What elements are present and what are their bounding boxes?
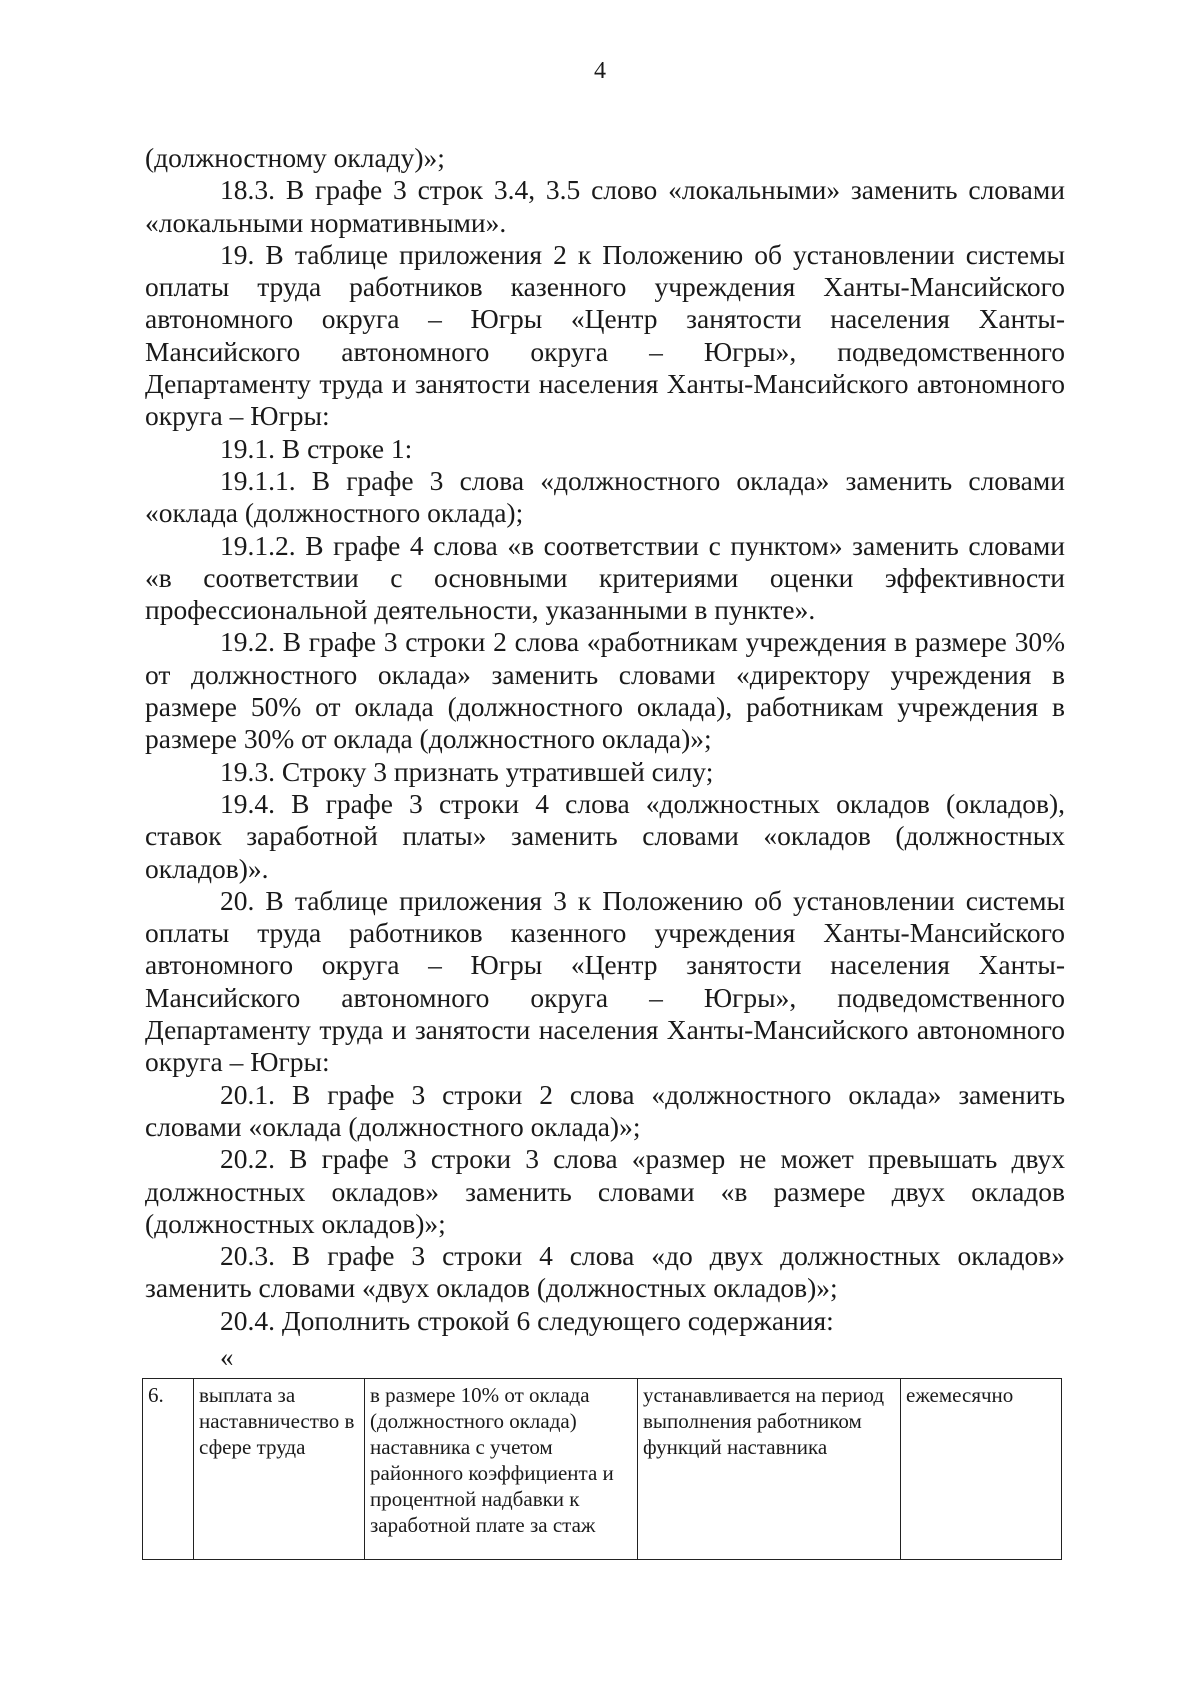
- table-row: [143, 1379, 1062, 1560]
- paragraph-20-4: 20.4. Дополнить строкой 6 следующего содержания:: [220, 1304, 834, 1336]
- paragraph-20-3: 20.3. В графе 3 строки 4 слова «до двух должностных окладов» заменить словами «двух окладов (должностных окладов)»;: [145, 1240, 1065, 1304]
- table-cell-number: 6.: [143, 1379, 194, 1560]
- paragraph-19-2: 19.2. В графе 3 строки 2 слова «работникам учреждения в размере 30% от должностного оклада» заменить словами «директору учреждения в размере 50% от оклада (должностного оклада), работникам учреждения в размере 30% от оклада (должностного оклада)»;: [145, 626, 1065, 755]
- table-cell-payment-size: в размере 10% от оклада (должностного оклада) наставника с учетом районного коэффициента и процентной надбавки к заработной плате за стаж: [365, 1379, 638, 1560]
- opening-quote-mark: «: [220, 1342, 234, 1372]
- paragraph-19-1: 19.1. В строке 1:: [220, 432, 413, 464]
- inserted-table: [142, 1378, 1062, 1560]
- table-cell-payment-name: выплата за наставничество в сфере труда: [194, 1379, 365, 1560]
- paragraph-19-4: 19.4. В графе 3 строки 4 слова «должностных окладов (окладов), ставок заработной платы» заменить словами «окладов (должностных окладов)».: [145, 787, 1065, 884]
- paragraph-20-2: 20.2. В графе 3 строки 3 слова «размер не может превышать двух должностных окладов» заменить словами «в размере двух окладов (должностных окладов)»;: [145, 1143, 1065, 1239]
- table-cell-payment-condition: устанавливается на период выполнения работником функций наставника: [638, 1379, 901, 1560]
- paragraph-20: 20. В таблице приложения 3 к Положению об установлении системы оплаты труда работников казенного учреждения Ханты-Мансийского автономного округа – Югры «Центр занятости населения Ханты-Мансийского автономного округа – Югры», подведомственного Департаменту труда и занятости населения Ханты-Мансийского автономного округа – Югры:: [145, 884, 1065, 1078]
- page-number: 4: [594, 58, 606, 84]
- paragraph-19-1-1: 19.1.1. В графе 3 слова «должностного оклада» заменить словами «оклада (должностного оклада);: [145, 464, 1065, 529]
- document-body: [145, 142, 1065, 1337]
- paragraph-continuation: (должностному окладу)»;: [145, 142, 445, 173]
- paragraph-18-3: 18.3. В графе 3 строк 3.4, 3.5 слово «локальными» заменить словами «локальными нормативными».: [145, 174, 1065, 238]
- table-cell-payment-frequency: ежемесячно: [901, 1379, 1062, 1560]
- paragraph-19-3: 19.3. Строку 3 признать утратившей силу;: [220, 755, 714, 787]
- paragraph-19: 19. В таблице приложения 2 к Положению об установлении системы оплаты труда работников казенного учреждения Ханты-Мансийского автономного округа – Югры «Центр занятости населения Ханты-Мансийского автономного округа – Югры», подведомственного Департаменту труда и занятости населения Ханты-Мансийского автономного округа – Югры:: [145, 238, 1065, 432]
- paragraph-19-1-2: 19.1.2. В графе 4 слова «в соответствии с пунктом» заменить словами «в соответствии с основными критериями оценки эффективности профессиональной деятельности, указанными в пункте».: [145, 529, 1065, 626]
- paragraph-20-1: 20.1. В графе 3 строки 2 слова «должностного оклада» заменить словами «оклада (должностного оклада)»;: [145, 1078, 1065, 1142]
